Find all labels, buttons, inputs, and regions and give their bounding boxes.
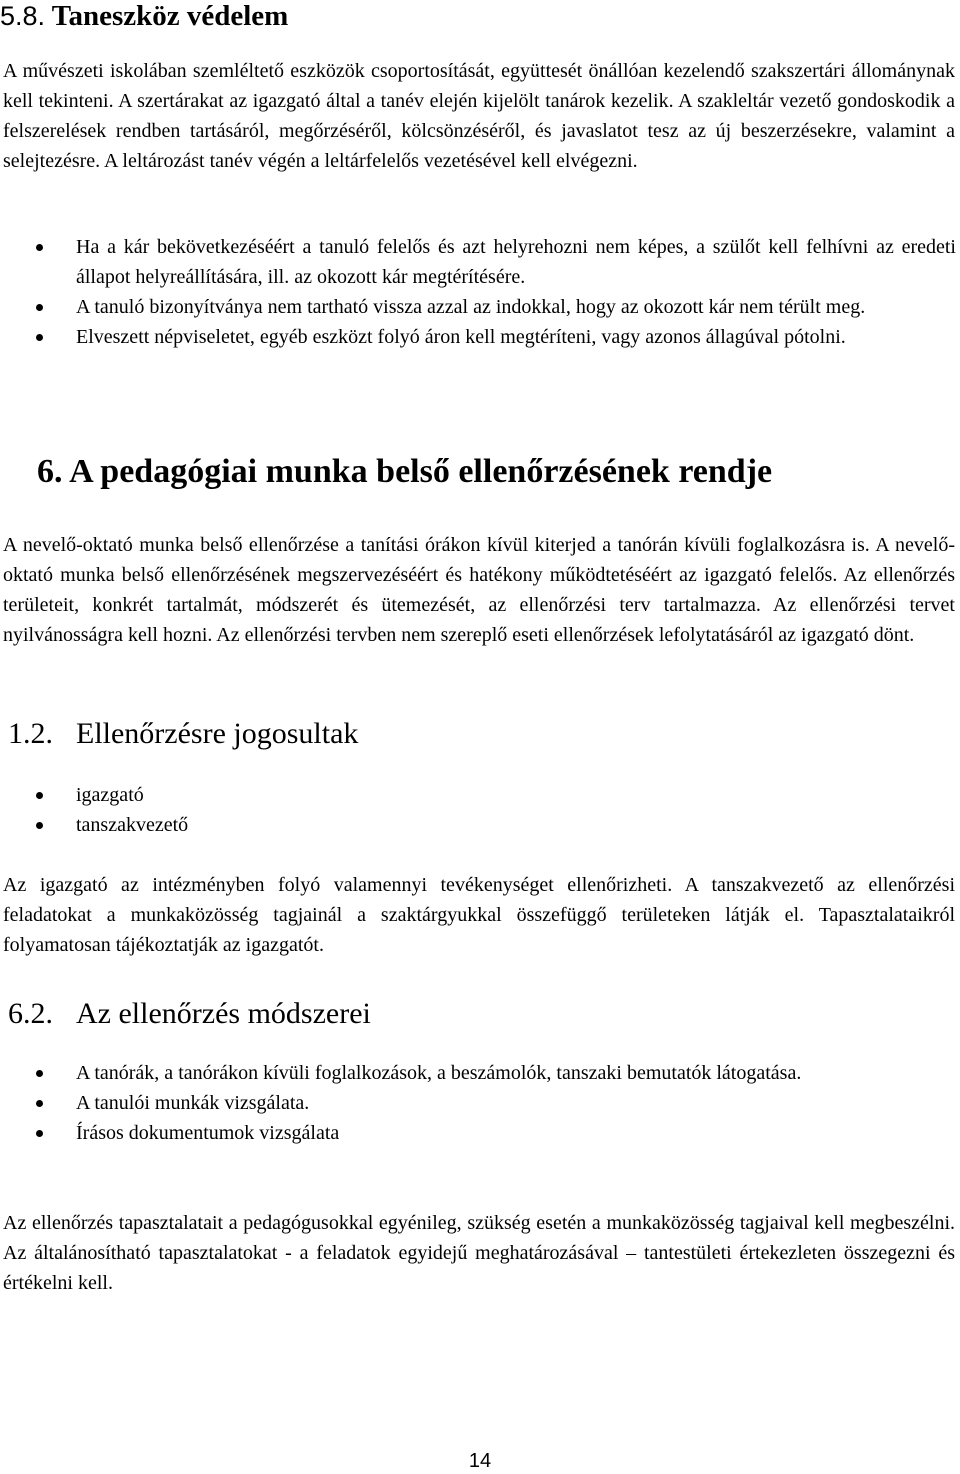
list-item — [0, 780, 956, 810]
section-title: Taneszköz védelem — [51, 0, 289, 32]
list-item — [0, 232, 956, 292]
list-item-text: Ha a kár bekövetkezéséért a tanuló felelős és azt helyrehozni nem képes, a szülőt kell felhívni az eredeti állapot helyreállítására, ill. az okozott kár megtérítésére. — [76, 236, 956, 288]
section-title: Ellenőrzésre jogosultak — [76, 717, 359, 750]
list-item — [0, 1088, 956, 1118]
list-item — [0, 1118, 956, 1148]
bullet-icon — [36, 244, 43, 251]
section-6-2-heading — [8, 996, 371, 1032]
bullet-icon — [36, 822, 43, 829]
bullet-icon — [36, 1070, 43, 1077]
list-item-text: A tanórák, a tanórákon kívüli foglalkozások, a beszámolók, tanszaki bemutatók látogatása. — [76, 1062, 802, 1084]
bullet-icon — [36, 1130, 43, 1137]
section-6-heading: 6. A pedagógiai munka belső ellenőrzésének rendje — [37, 453, 773, 490]
list-item-text: igazgató — [76, 784, 144, 806]
section-6-paragraph: A nevelő-oktató munka belső ellenőrzése a tanítási órákon kívül kiterjed a tanórán kívüli foglalkozásra is. A nevelő-oktató munka belső ellenőrzésének megszervezéséért és hatékony működtetéséért az igazgató felelős. Az ellenőrzés területeit, konkrét tartalmát, módszerét és ütemezését, az ellenőrzési terv tartalmazza. Az ellenőrzési tervet nyilvánosságra kell hozni. Az ellenőrzési tervben nem szereplő eseti ellenőrzések lefolytatásáról az igazgató dönt. — [3, 534, 955, 646]
list-item — [0, 810, 956, 840]
section-5-8-heading — [0, 0, 288, 32]
section-title: Az ellenőrzés módszerei — [76, 997, 371, 1030]
list-item — [0, 292, 956, 322]
list-item-text: Írásos dokumentumok vizsgálata — [76, 1122, 340, 1144]
list-item — [0, 322, 956, 352]
section-5-8-paragraph: A művészeti iskolában szemléltető eszközök csoportosítását, együttesét önállóan kezelendő szakszertári állománynak kell tekinteni. A szertárakat az igazgató által a tanév elején kijelölt tanárok kezelik. A szakleltár vezető gondoskodik a felszerelések rendben tartásáról, megőrzéséről, kölcsönzéséről, és javaslatot tesz az új beszerzésekre, valamint a selejtezésre. A leltározást tanév végén a leltárfelelős vezetésével kell elvégezni. — [3, 60, 955, 172]
section-1-2-paragraph: Az igazgató az intézményben folyó valamennyi tevékenységet ellenőrizheti. A tanszakvezető az ellenőrzési feladatokat a munkaközösség tagjainál a szaktárgyukkal összefüggő területeken látják el. Tapasztalataikról folyamatosan tájékoztatják az igazgatót. — [3, 874, 955, 956]
section-1-2-bullet-list — [0, 780, 956, 840]
page-number: 14 — [468, 1450, 492, 1472]
list-item-text: Elveszett népviseletet, egyéb eszközt folyó áron kell megtéríteni, vagy azonos állagúval pótolni. — [76, 326, 846, 348]
section-number: 5.8. — [0, 1, 46, 31]
bullet-icon — [36, 334, 43, 341]
section-number: 1.2. — [8, 717, 53, 750]
section-5-8-bullet-list — [0, 232, 956, 352]
list-item — [0, 1058, 956, 1088]
bullet-icon — [36, 304, 43, 311]
bullet-icon — [36, 792, 43, 799]
section-number: 6.2. — [8, 997, 53, 1030]
section-6-2-paragraph: Az ellenőrzés tapasztalatait a pedagógusokkal egyénileg, szükség esetén a munkaközösség tagjaival kell megbeszélni. Az általánosítható tapasztalatokat - a feladatok egyidejű meghatározásával – tantestületi értekezleten összegezni és értékelni kell. — [3, 1212, 955, 1294]
list-item-text: tanszakvezető — [76, 814, 189, 836]
list-item-text: A tanulói munkák vizsgálata. — [76, 1092, 310, 1114]
bullet-icon — [36, 1100, 43, 1107]
section-1-2-heading — [8, 716, 358, 752]
list-item-text: A tanuló bizonyítványa nem tartható vissza azzal az indokkal, hogy az okozott kár nem térült meg. — [76, 296, 866, 318]
section-6-2-bullet-list — [0, 1058, 956, 1148]
